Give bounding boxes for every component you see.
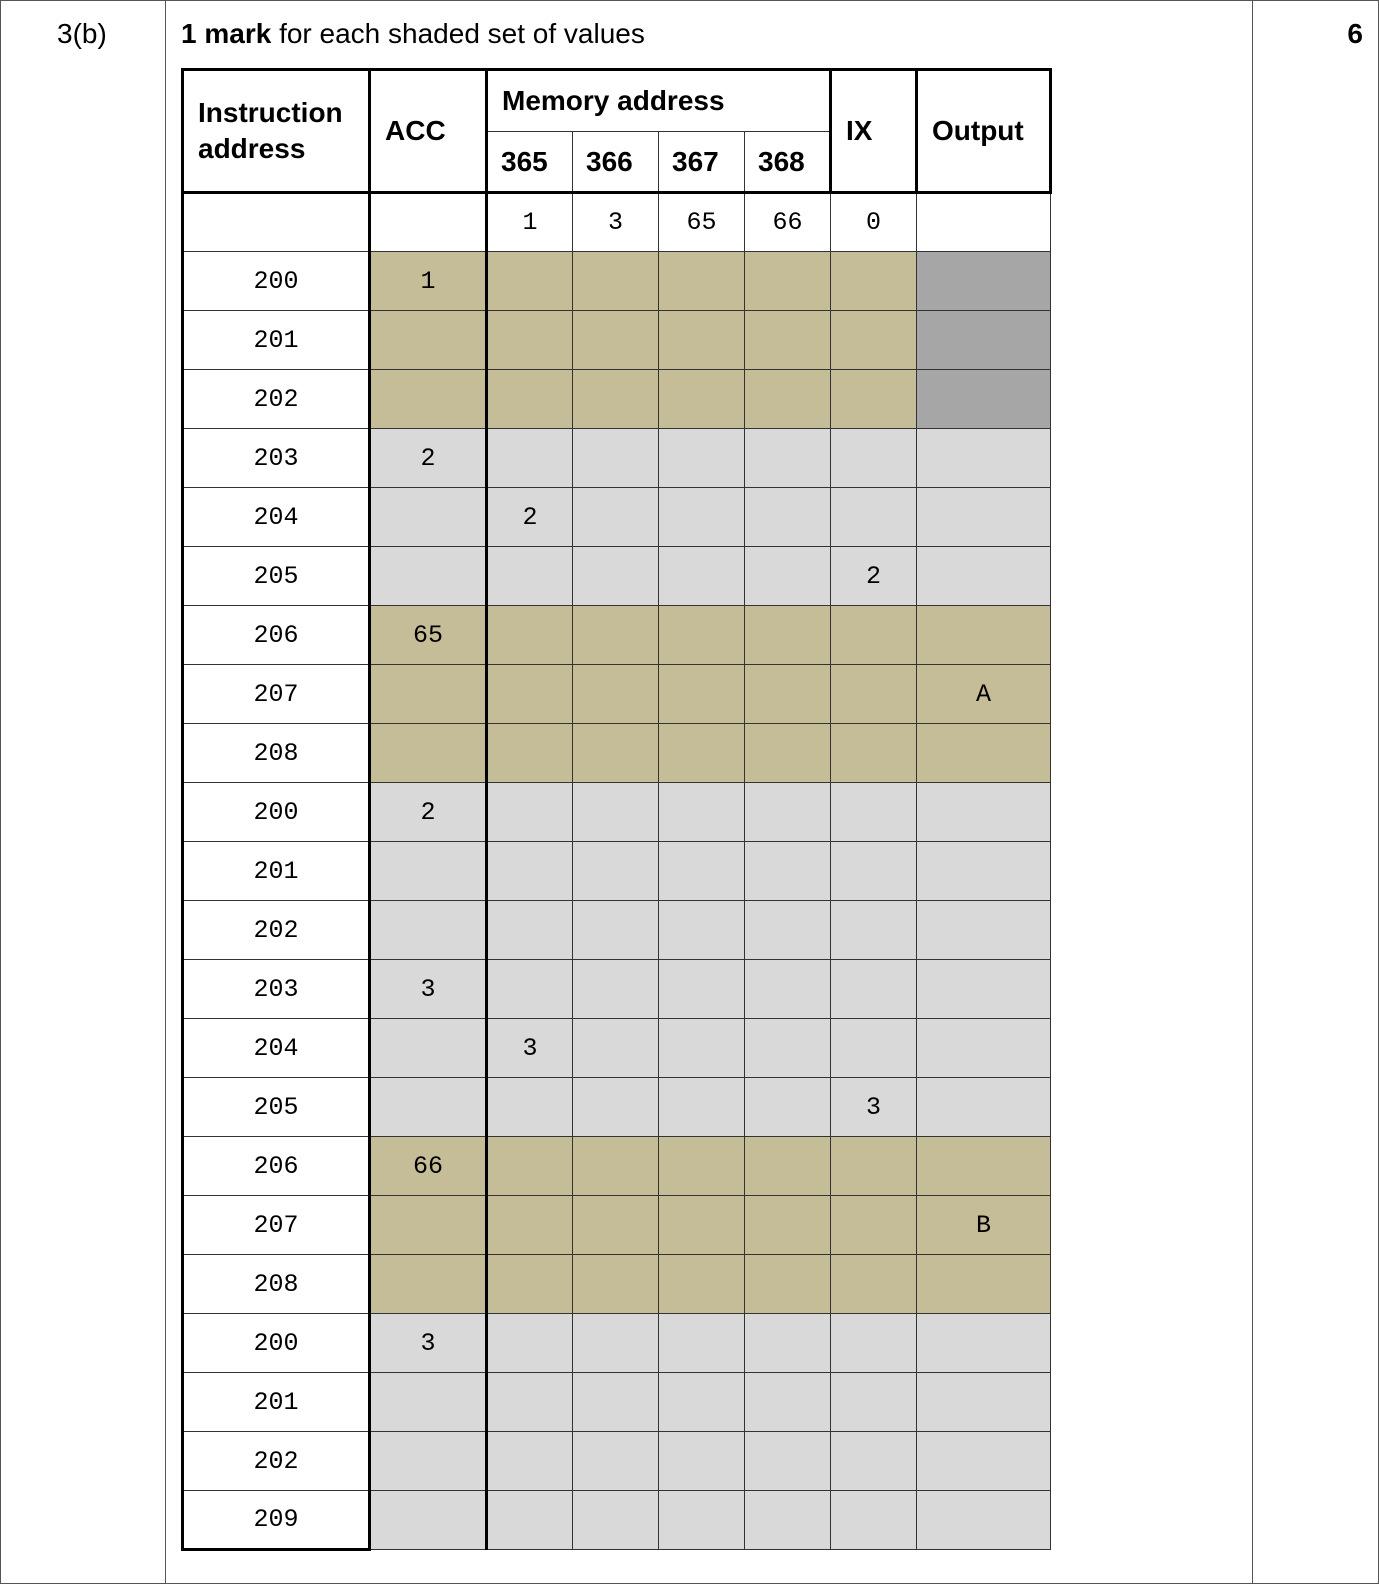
- trace-row: [183, 606, 1051, 665]
- cell-address: 202: [183, 1432, 370, 1491]
- header-memory-address: Memory address: [487, 70, 831, 132]
- cell-output: [917, 429, 1051, 488]
- cell-mem-365: 1: [487, 193, 573, 252]
- cell-ix: [831, 606, 917, 665]
- cell-ix: [831, 1373, 917, 1432]
- cell-mem-366: [573, 783, 659, 842]
- cell-mem-367: [659, 1196, 745, 1255]
- cell-output: [917, 1255, 1051, 1314]
- cell-ix: [831, 1196, 917, 1255]
- cell-mem-368: [745, 1137, 831, 1196]
- cell-address: 206: [183, 1137, 370, 1196]
- trace-row: [183, 665, 1051, 724]
- cell-output: [917, 901, 1051, 960]
- cell-acc: [370, 901, 487, 960]
- trace-row: [183, 960, 1051, 1019]
- cell-mem-368: [745, 665, 831, 724]
- cell-ix: 2: [831, 547, 917, 606]
- cell-acc: [370, 1196, 487, 1255]
- cell-mem-366: [573, 1137, 659, 1196]
- cell-mem-367: [659, 1019, 745, 1078]
- cell-mem-367: [659, 547, 745, 606]
- cell-ix: [831, 724, 917, 783]
- cell-address: 201: [183, 311, 370, 370]
- cell-mem-365: 2: [487, 488, 573, 547]
- cell-mem-367: [659, 960, 745, 1019]
- cell-mem-367: [659, 252, 745, 311]
- cell-address: 208: [183, 724, 370, 783]
- header-ix: IX: [831, 70, 917, 193]
- cell-mem-368: [745, 960, 831, 1019]
- cell-output: A: [917, 665, 1051, 724]
- trace-table: [181, 68, 1052, 1551]
- trace-row: [183, 488, 1051, 547]
- cell-ix: [831, 1255, 917, 1314]
- cell-mem-365: [487, 724, 573, 783]
- cell-mem-368: [745, 1491, 831, 1550]
- header-mem-367: 367: [659, 132, 745, 193]
- cell-mem-367: [659, 1491, 745, 1550]
- cell-mem-365: 3: [487, 1019, 573, 1078]
- header-mem-365: 365: [487, 132, 573, 193]
- column-divider: [1252, 0, 1253, 1584]
- cell-ix: [831, 842, 917, 901]
- cell-acc: [370, 724, 487, 783]
- trace-row: [183, 1491, 1051, 1550]
- cell-address: 201: [183, 1373, 370, 1432]
- cell-mem-366: 3: [573, 193, 659, 252]
- cell-mem-367: [659, 724, 745, 783]
- cell-mem-368: [745, 901, 831, 960]
- cell-address: 200: [183, 252, 370, 311]
- cell-output: [917, 1137, 1051, 1196]
- trace-row: [183, 1019, 1051, 1078]
- cell-output: [917, 1078, 1051, 1137]
- cell-mem-366: [573, 370, 659, 429]
- cell-output: [917, 1019, 1051, 1078]
- header-acc: ACC: [370, 70, 487, 193]
- cell-ix: [831, 311, 917, 370]
- cell-mem-368: [745, 1019, 831, 1078]
- cell-mem-366: [573, 606, 659, 665]
- cell-mem-367: [659, 1314, 745, 1373]
- cell-mem-366: [573, 311, 659, 370]
- cell-mem-367: [659, 665, 745, 724]
- cell-mem-365: [487, 1314, 573, 1373]
- cell-ix: 3: [831, 1078, 917, 1137]
- cell-mem-368: [745, 252, 831, 311]
- trace-row: [183, 370, 1051, 429]
- header-mem-366: 366: [573, 132, 659, 193]
- cell-ix: [831, 901, 917, 960]
- cell-ix: [831, 960, 917, 1019]
- cell-mem-367: [659, 606, 745, 665]
- cell-mem-365: [487, 429, 573, 488]
- cell-mem-368: [745, 429, 831, 488]
- cell-acc: 2: [370, 429, 487, 488]
- cell-address: 205: [183, 1078, 370, 1137]
- cell-mem-365: [487, 606, 573, 665]
- cell-acc: 1: [370, 252, 487, 311]
- cell-mem-366: [573, 842, 659, 901]
- cell-acc: [370, 1019, 487, 1078]
- cell-ix: [831, 1432, 917, 1491]
- cell-acc: [370, 370, 487, 429]
- cell-mem-365: [487, 1196, 573, 1255]
- cell-mem-368: [745, 606, 831, 665]
- cell-output: [917, 1314, 1051, 1373]
- cell-mem-365: [487, 252, 573, 311]
- cell-mem-366: [573, 1196, 659, 1255]
- column-divider: [165, 0, 166, 1584]
- cell-mem-365: [487, 1373, 573, 1432]
- cell-mem-368: [745, 488, 831, 547]
- cell-mem-365: [487, 547, 573, 606]
- instruction-rest: for each shaded set of values: [271, 18, 645, 49]
- cell-mem-366: [573, 1491, 659, 1550]
- cell-mem-366: [573, 1078, 659, 1137]
- header-instruction-address: Instruction address: [183, 70, 370, 193]
- cell-ix: [831, 488, 917, 547]
- cell-mem-366: [573, 724, 659, 783]
- cell-mem-367: [659, 842, 745, 901]
- cell-mem-366: [573, 1373, 659, 1432]
- cell-acc: [370, 547, 487, 606]
- cell-mem-366: [573, 960, 659, 1019]
- trace-row: [183, 842, 1051, 901]
- cell-mem-368: [745, 370, 831, 429]
- cell-mem-367: [659, 488, 745, 547]
- cell-mem-366: [573, 1314, 659, 1373]
- cell-output: [917, 1373, 1051, 1432]
- cell-mem-368: [745, 783, 831, 842]
- cell-ix: 0: [831, 193, 917, 252]
- header-mem-368: 368: [745, 132, 831, 193]
- cell-mem-368: 66: [745, 193, 831, 252]
- question-number: 3(b): [57, 18, 107, 49]
- cell-output: [917, 1491, 1051, 1550]
- cell-mem-368: [745, 724, 831, 783]
- cell-mem-367: [659, 1255, 745, 1314]
- cell-address: 200: [183, 783, 370, 842]
- instruction-bold: 1 mark: [181, 18, 272, 49]
- cell-mem-367: [659, 311, 745, 370]
- cell-address: 202: [183, 901, 370, 960]
- cell-mem-365: [487, 1137, 573, 1196]
- cell-output: [917, 842, 1051, 901]
- trace-row: [183, 1255, 1051, 1314]
- cell-address: 206: [183, 606, 370, 665]
- cell-mem-365: [487, 1432, 573, 1491]
- cell-address: 203: [183, 960, 370, 1019]
- cell-mem-368: [745, 1314, 831, 1373]
- cell-ix: [831, 1314, 917, 1373]
- cell-acc: [370, 488, 487, 547]
- cell-output: [917, 724, 1051, 783]
- trace-row: [183, 1373, 1051, 1432]
- cell-mem-366: [573, 1432, 659, 1491]
- cell-address: [183, 193, 370, 252]
- cell-mem-365: [487, 842, 573, 901]
- cell-ix: [831, 429, 917, 488]
- trace-row: [183, 547, 1051, 606]
- trace-row: [183, 783, 1051, 842]
- cell-address: 207: [183, 1196, 370, 1255]
- cell-acc: [370, 1255, 487, 1314]
- cell-mem-367: [659, 1078, 745, 1137]
- cell-mem-365: [487, 1491, 573, 1550]
- cell-mem-366: [573, 252, 659, 311]
- trace-row: [183, 901, 1051, 960]
- cell-mem-368: [745, 1255, 831, 1314]
- cell-ix: [831, 1491, 917, 1550]
- trace-row: [183, 1196, 1051, 1255]
- cell-mem-367: [659, 783, 745, 842]
- cell-mem-368: [745, 547, 831, 606]
- cell-acc: 3: [370, 1314, 487, 1373]
- trace-body: [183, 193, 1051, 1550]
- cell-ix: [831, 783, 917, 842]
- cell-acc: [370, 1432, 487, 1491]
- cell-ix: [831, 665, 917, 724]
- cell-output: B: [917, 1196, 1051, 1255]
- cell-address: 209: [183, 1491, 370, 1550]
- trace-row: [183, 1432, 1051, 1491]
- marking-instruction: [181, 18, 645, 50]
- cell-output: [917, 193, 1051, 252]
- cell-acc: [370, 311, 487, 370]
- cell-output: [917, 370, 1051, 429]
- cell-acc: [370, 1373, 487, 1432]
- cell-address: 208: [183, 1255, 370, 1314]
- cell-output: [917, 960, 1051, 1019]
- header-output: Output: [917, 70, 1051, 193]
- cell-mem-366: [573, 665, 659, 724]
- cell-acc: [370, 1491, 487, 1550]
- cell-output: [917, 1432, 1051, 1491]
- cell-output: [917, 252, 1051, 311]
- cell-mem-366: [573, 1019, 659, 1078]
- cell-mem-365: [487, 1255, 573, 1314]
- cell-mem-367: [659, 429, 745, 488]
- cell-address: 204: [183, 1019, 370, 1078]
- cell-mem-367: 65: [659, 193, 745, 252]
- cell-ix: [831, 370, 917, 429]
- cell-address: 200: [183, 1314, 370, 1373]
- cell-mem-365: [487, 311, 573, 370]
- cell-mem-365: [487, 370, 573, 429]
- cell-mem-367: [659, 1373, 745, 1432]
- trace-row: [183, 1314, 1051, 1373]
- initial-row: [183, 193, 1051, 252]
- cell-address: 205: [183, 547, 370, 606]
- cell-mem-365: [487, 1078, 573, 1137]
- cell-mem-365: [487, 901, 573, 960]
- cell-mem-365: [487, 960, 573, 1019]
- cell-mem-368: [745, 1196, 831, 1255]
- cell-mem-366: [573, 429, 659, 488]
- cell-mem-367: [659, 370, 745, 429]
- cell-mem-367: [659, 1137, 745, 1196]
- cell-acc: [370, 665, 487, 724]
- cell-mem-368: [745, 842, 831, 901]
- trace-row: [183, 1137, 1051, 1196]
- cell-output: [917, 783, 1051, 842]
- cell-address: 203: [183, 429, 370, 488]
- cell-output: [917, 311, 1051, 370]
- cell-output: [917, 488, 1051, 547]
- cell-mem-366: [573, 1255, 659, 1314]
- cell-mem-366: [573, 901, 659, 960]
- trace-row: [183, 724, 1051, 783]
- cell-acc: 2: [370, 783, 487, 842]
- cell-mem-368: [745, 1078, 831, 1137]
- cell-ix: [831, 252, 917, 311]
- trace-row: [183, 429, 1051, 488]
- cell-acc: [370, 842, 487, 901]
- cell-address: 201: [183, 842, 370, 901]
- cell-acc: [370, 193, 487, 252]
- cell-mem-366: [573, 488, 659, 547]
- cell-mem-367: [659, 1432, 745, 1491]
- cell-mem-368: [745, 311, 831, 370]
- cell-acc: 66: [370, 1137, 487, 1196]
- cell-output: [917, 547, 1051, 606]
- cell-mem-367: [659, 901, 745, 960]
- cell-mem-365: [487, 665, 573, 724]
- marks-total: 6: [1347, 18, 1363, 49]
- cell-acc: [370, 1078, 487, 1137]
- cell-acc: 3: [370, 960, 487, 1019]
- cell-address: 204: [183, 488, 370, 547]
- cell-acc: 65: [370, 606, 487, 665]
- cell-mem-365: [487, 783, 573, 842]
- cell-ix: [831, 1137, 917, 1196]
- trace-row: [183, 1078, 1051, 1137]
- cell-mem-366: [573, 547, 659, 606]
- cell-output: [917, 606, 1051, 665]
- trace-row: [183, 252, 1051, 311]
- cell-mem-368: [745, 1432, 831, 1491]
- cell-address: 202: [183, 370, 370, 429]
- cell-address: 207: [183, 665, 370, 724]
- cell-ix: [831, 1019, 917, 1078]
- cell-mem-368: [745, 1373, 831, 1432]
- trace-row: [183, 311, 1051, 370]
